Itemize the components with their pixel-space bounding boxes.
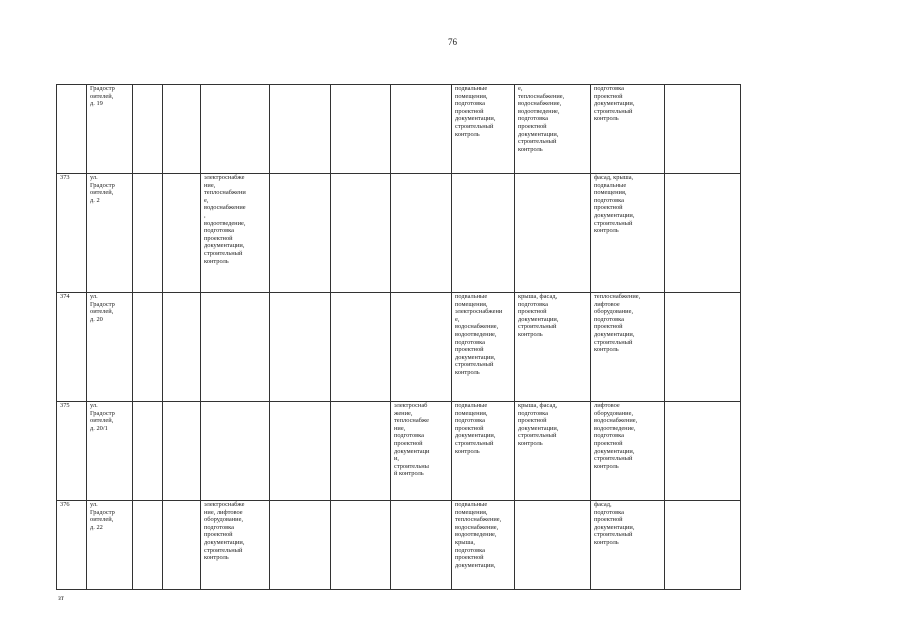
cell-text-line: строительный bbox=[455, 122, 494, 130]
cell-text-line: оборудование, bbox=[204, 516, 244, 524]
cell-c5 bbox=[201, 501, 270, 590]
cell-c10 bbox=[515, 501, 591, 590]
cell-c11 bbox=[591, 402, 665, 501]
cell-text-line: водоотведение, bbox=[455, 330, 497, 338]
cell-text-line: проектной bbox=[518, 417, 547, 425]
cell-c8 bbox=[391, 85, 452, 174]
cell-text-line: документации, bbox=[455, 432, 496, 440]
cell-c8 bbox=[391, 402, 452, 501]
cell-text-line: ул. bbox=[90, 402, 98, 409]
cell-text-line: строительный bbox=[594, 531, 633, 539]
cell-text-line: подготовка bbox=[455, 338, 486, 346]
cell-text-line: строительный bbox=[204, 546, 243, 554]
cell-text-line: водоснабжение, bbox=[455, 523, 499, 531]
cell-text-line: документации, bbox=[518, 315, 559, 323]
cell-text-line: Градостр bbox=[90, 409, 115, 417]
cell-text-line: проектной bbox=[455, 424, 484, 432]
cell-text-line: ул. bbox=[90, 293, 98, 300]
cell-c6 bbox=[270, 174, 331, 293]
cell-text-line: оителей, bbox=[90, 417, 114, 425]
cell-c11 bbox=[591, 501, 665, 590]
cell-text-line: оборудование, bbox=[594, 308, 634, 316]
cell-text-line: проектной bbox=[394, 439, 423, 447]
cell-text-line: крыша, фасад, bbox=[518, 293, 558, 300]
cell-text-line: лифтовое bbox=[594, 402, 620, 409]
cell-text-line: проектной bbox=[594, 204, 623, 212]
cell-c4 bbox=[163, 174, 201, 293]
cell-text-line: подготовка bbox=[594, 432, 625, 440]
cell-text-line: документации, bbox=[594, 330, 635, 338]
cell-text-line: документации, bbox=[455, 353, 496, 361]
cell-text-line: теплоснабжение, bbox=[594, 293, 641, 300]
cell-text-line: помещения, bbox=[455, 508, 488, 516]
cell-c6 bbox=[270, 85, 331, 174]
cell-text-line: подготовка bbox=[518, 409, 549, 417]
cell-text-line: подвальные bbox=[455, 501, 488, 508]
cell-c11 bbox=[591, 174, 665, 293]
cell-text-line: строительный bbox=[455, 361, 494, 369]
cell-c7 bbox=[331, 85, 391, 174]
cell-text-line: проектной bbox=[594, 516, 623, 524]
cell-text-line: водоснабжение bbox=[204, 204, 246, 212]
works-table bbox=[56, 84, 781, 590]
cell-c7 bbox=[331, 293, 391, 402]
cell-text-line: документации, bbox=[594, 100, 635, 108]
cell-text-line: теплоснабже bbox=[394, 417, 429, 425]
cell-c11 bbox=[591, 293, 665, 402]
cell-text-line: контроль bbox=[594, 227, 619, 235]
cell-text-line: контроль bbox=[455, 447, 480, 455]
cell-text-line: водоотведение, bbox=[518, 107, 560, 115]
cell-text-line: строительный bbox=[518, 138, 557, 146]
cell-address bbox=[87, 293, 133, 402]
cell-text-line: , bbox=[204, 211, 206, 219]
cell-text-line: подготовка bbox=[394, 432, 425, 440]
cell-text-line: д. 20 bbox=[90, 315, 103, 323]
cell-c9 bbox=[452, 85, 515, 174]
cell-text-line: контроль bbox=[204, 257, 229, 265]
cell-text-line: проектной bbox=[518, 308, 547, 316]
cell-text-line: проектной bbox=[594, 439, 623, 447]
cell-text-line: строительный bbox=[594, 338, 633, 346]
cell-text-line: документации, bbox=[455, 115, 496, 123]
cell-text-line: ние, bbox=[394, 424, 406, 432]
table-row bbox=[57, 293, 781, 402]
cell-c6 bbox=[270, 402, 331, 501]
cell-c5 bbox=[201, 85, 270, 174]
cell-text-line: подвальные bbox=[455, 85, 488, 92]
cell-text-line: строительный bbox=[204, 249, 243, 257]
row-number-cell: 376 bbox=[57, 501, 87, 590]
cell-text-line: крыша, фасад, bbox=[518, 402, 558, 409]
cell-text-line: е, bbox=[455, 315, 460, 323]
cell-text-line: д. 19 bbox=[90, 100, 103, 108]
cell-c3 bbox=[133, 174, 163, 293]
cell-text-line: документации, bbox=[204, 242, 245, 250]
cell-text-line: лифтовое bbox=[594, 300, 620, 308]
cell-text-line: оителей, bbox=[90, 308, 114, 316]
cell-c9 bbox=[452, 402, 515, 501]
cell-text-line: оителей, bbox=[90, 92, 114, 100]
cell-text-line: водоснабжение, bbox=[518, 100, 562, 108]
cell-text-line: электроснаб bbox=[394, 402, 428, 409]
cell-text-line: подготовка bbox=[204, 227, 235, 235]
cell-address bbox=[87, 85, 133, 174]
cell-text-line: теплоснабжени bbox=[204, 189, 246, 197]
cell-text-line: контроль bbox=[594, 115, 619, 123]
cell-text-line: подготовка bbox=[594, 315, 625, 323]
cell-text-line: подготовка bbox=[455, 417, 486, 425]
cell-address bbox=[87, 402, 133, 501]
cell-text-line: документации, bbox=[518, 424, 559, 432]
cell-text-line: жение, bbox=[394, 409, 413, 417]
cell-address bbox=[87, 501, 133, 590]
cell-text-line: документации, bbox=[594, 447, 635, 455]
cell-text-line: ние, bbox=[204, 181, 216, 189]
cell-text-line: ул. bbox=[90, 501, 98, 508]
table-row bbox=[57, 174, 781, 293]
cell-text-line: контроль bbox=[518, 145, 543, 153]
cell-text-line: е, bbox=[204, 196, 209, 204]
cell-text-line: подготовка bbox=[518, 115, 549, 123]
cell-text-line: электроснабже bbox=[204, 501, 245, 508]
cell-text-line: оителей, bbox=[90, 516, 114, 524]
cell-text-line: проектной bbox=[204, 234, 233, 242]
cell-c10 bbox=[515, 293, 591, 402]
cell-c5 bbox=[201, 293, 270, 402]
cell-c12 bbox=[665, 402, 741, 501]
cell-c5 bbox=[201, 402, 270, 501]
cell-text-line: строительный bbox=[594, 455, 633, 463]
cell-c12 bbox=[665, 293, 741, 402]
cell-text-line: й контроль bbox=[394, 470, 424, 478]
cell-text-line: водоотведение, bbox=[594, 424, 636, 432]
cell-c10 bbox=[515, 402, 591, 501]
cell-text-line: подвальные bbox=[455, 402, 488, 409]
cell-c11 bbox=[591, 85, 665, 174]
cell-c10 bbox=[515, 85, 591, 174]
cell-text-line: подготовка bbox=[594, 85, 625, 92]
cell-text-line: проектной bbox=[455, 554, 484, 562]
cell-text-line: Градостр bbox=[90, 508, 115, 516]
cell-text-line: контроль bbox=[455, 368, 480, 376]
cell-text-line: помещения, bbox=[594, 189, 627, 197]
cell-text-line: крыша, bbox=[455, 538, 475, 546]
cell-c3 bbox=[133, 293, 163, 402]
cell-text-line: документации, bbox=[204, 538, 245, 546]
cell-text-line: помещения, bbox=[455, 409, 488, 417]
cell-text-line: Градостр bbox=[90, 181, 115, 189]
table-row bbox=[57, 402, 781, 501]
cell-c3 bbox=[133, 402, 163, 501]
cell-c6 bbox=[270, 293, 331, 402]
cell-text-line: подвальные bbox=[594, 181, 627, 189]
cell-text-line: строительный bbox=[518, 432, 557, 440]
cell-text-line: Градостр bbox=[90, 300, 115, 308]
row-number-cell bbox=[57, 85, 87, 174]
cell-text-line: строительны bbox=[394, 462, 429, 470]
cell-text-line: оителей, bbox=[90, 189, 114, 197]
cell-c12 bbox=[665, 85, 741, 174]
cell-text-line: проектной bbox=[518, 122, 547, 130]
cell-text-line: помещения, bbox=[455, 92, 488, 100]
cell-text-line: подготовка bbox=[455, 100, 486, 108]
cell-text-line: электроснабже bbox=[204, 174, 245, 181]
cell-text-line: документации, bbox=[594, 211, 635, 219]
cell-c7 bbox=[331, 402, 391, 501]
cell-text-line: документации, bbox=[518, 130, 559, 138]
cell-text-line: контроль bbox=[204, 554, 229, 562]
cell-c9 bbox=[452, 174, 515, 293]
cell-text-line: проектной bbox=[594, 92, 623, 100]
cell-text-line: Градостр bbox=[90, 85, 115, 92]
row-number-cell: 373 bbox=[57, 174, 87, 293]
cell-c10 bbox=[515, 174, 591, 293]
cell-text-line: водоотведение, bbox=[204, 219, 246, 227]
cell-text-line: подвальные bbox=[455, 293, 488, 300]
cell-c4 bbox=[163, 402, 201, 501]
cell-text-line: е, bbox=[518, 85, 523, 92]
cell-text-line: подготовка bbox=[594, 508, 625, 516]
cell-text-line: ние, лифтовое bbox=[204, 508, 243, 516]
cell-text-line: контроль bbox=[594, 462, 619, 470]
cell-text-line: оборудование, bbox=[594, 409, 634, 417]
cell-text-line: контроль bbox=[518, 330, 543, 338]
cell-c4 bbox=[163, 85, 201, 174]
cell-text-line: подготовка bbox=[204, 523, 235, 531]
cell-c4 bbox=[163, 501, 201, 590]
cell-text-line: проектной bbox=[204, 531, 233, 539]
table-row bbox=[57, 501, 781, 590]
cell-text-line: помещения, bbox=[455, 300, 488, 308]
cell-text-line: теплоснабжение, bbox=[518, 92, 565, 100]
cell-c8 bbox=[391, 501, 452, 590]
cell-text-line: строительный bbox=[518, 323, 557, 331]
cell-c7 bbox=[331, 501, 391, 590]
cell-text-line: водоотведение, bbox=[455, 531, 497, 539]
cell-c12 bbox=[665, 174, 741, 293]
cell-text-line: строительный bbox=[455, 439, 494, 447]
footer-mark: зт bbox=[58, 594, 64, 602]
cell-text-line: теплоснабжение, bbox=[455, 516, 502, 524]
cell-text-line: водоснабжение, bbox=[594, 417, 638, 425]
cell-c9 bbox=[452, 293, 515, 402]
cell-text-line: контроль bbox=[594, 346, 619, 354]
page-number: 76 bbox=[448, 37, 457, 47]
cell-text-line: контроль bbox=[455, 130, 480, 138]
cell-c8 bbox=[391, 293, 452, 402]
cell-text-line: проектной bbox=[594, 323, 623, 331]
cell-text-line: электроснабжени bbox=[455, 308, 503, 316]
cell-text-line: д. 2 bbox=[90, 196, 100, 204]
cell-text-line: подготовка bbox=[455, 546, 486, 554]
cell-address bbox=[87, 174, 133, 293]
cell-text-line: строительный bbox=[594, 107, 633, 115]
row-number-cell: 374 bbox=[57, 293, 87, 402]
cell-text-line: д. 20/1 bbox=[90, 424, 108, 432]
cell-text-line: контроль bbox=[594, 538, 619, 546]
row-number-cell: 375 bbox=[57, 402, 87, 501]
cell-c9 bbox=[452, 501, 515, 590]
cell-text-line: водоснабжение, bbox=[455, 323, 499, 331]
cell-text-line: документации, bbox=[594, 523, 635, 531]
cell-text-line: фасад, bbox=[594, 501, 612, 508]
cell-text-line: подготовка bbox=[594, 196, 625, 204]
cell-text-line: строительный bbox=[594, 219, 633, 227]
cell-c4 bbox=[163, 293, 201, 402]
cell-text-line: проектной bbox=[455, 107, 484, 115]
cell-text-line: и, bbox=[394, 455, 400, 463]
cell-text-line: документации, bbox=[455, 561, 496, 569]
cell-c12 bbox=[665, 501, 741, 590]
cell-text-line: д. 22 bbox=[90, 523, 103, 531]
cell-text-line: контроль bbox=[518, 439, 543, 447]
cell-c6 bbox=[270, 501, 331, 590]
cell-c3 bbox=[133, 501, 163, 590]
cell-text-line: ул. bbox=[90, 174, 98, 181]
cell-c5 bbox=[201, 174, 270, 293]
cell-text-line: документаци bbox=[394, 447, 430, 455]
cell-c7 bbox=[331, 174, 391, 293]
cell-c8 bbox=[391, 174, 452, 293]
cell-text-line: подготовка bbox=[518, 300, 549, 308]
cell-c3 bbox=[133, 85, 163, 174]
table-row bbox=[57, 85, 781, 174]
cell-text-line: фасад, крыша, bbox=[594, 174, 634, 181]
cell-text-line: проектной bbox=[455, 346, 484, 354]
